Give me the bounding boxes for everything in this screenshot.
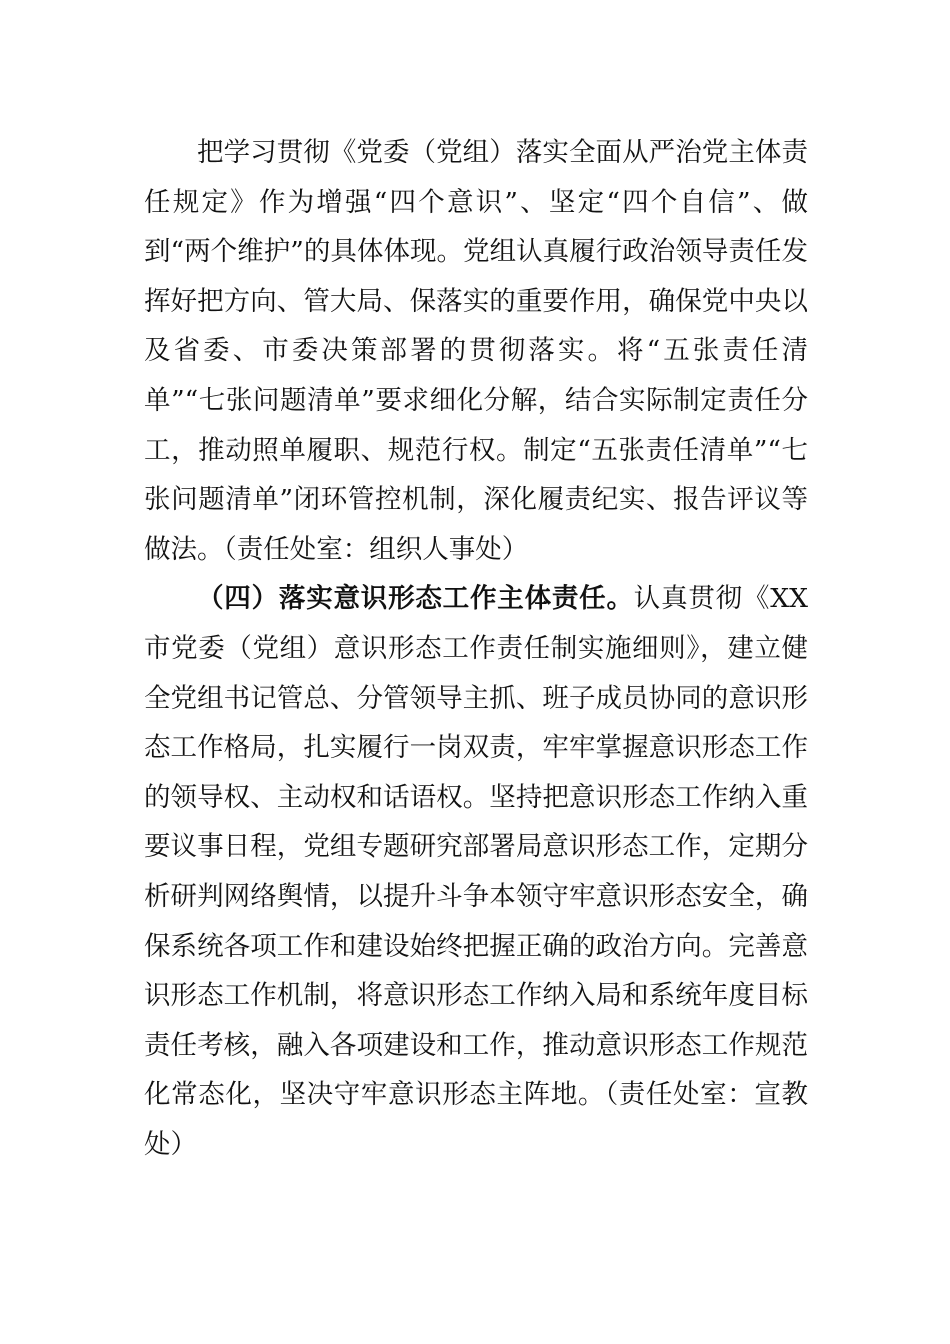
document-body (144, 128, 808, 1169)
paragraph-ideology-responsibility (144, 574, 808, 1169)
paragraph-2-text: 认真贯彻《XX市党委（党组）意识形态工作责任制实施细则》，建立健全党组书记管总、分管领导主抓、班子成员协同的意识形态工作格局，扎实履行一岗双责，牢牢掌握意识形态工作的领导权、主动权和话语权。坚持把意识形态工作纳入重要议事日程，党组专题研究部署局意识形态工作，定期分析研判网络舆情，以提升斗争本领守牢意识形态安全，确保系统各项工作和建设始终把握正确的政治方向。完善意识形态工作机制，将意识形态工作纳入局和系统年度目标责任考核，融入各项建设和工作，推动意识形态工作规范化常态化，坚决守牢意识形态主阵地。（责任处室：宣教处） (144, 583, 809, 1160)
paragraph-1-text: 把学习贯彻《党委（党组）落实全面从严治党主体责任规定》作为增强“四个意识”、坚定“四个自信”、做到“两个维护”的具体体现。党组认真履行政治领导责任发挥好把方向、管大局、保落实的重要作用，确保党中央以及省委、市委决策部署的贯彻落实。将“五张责任清单”“七张问题清单”要求细化分解，结合实际制定责任分工，推动照单履职、规范行权。制定“五张责任清单”“七张问题清单”闭环管控机制，深化履责纪实、报告评议等做法。（责任处室：组织人事处） (144, 137, 808, 565)
section-heading-4: （四）落实意识形态工作主体责任。 (197, 583, 634, 615)
paragraph-party-responsibility (144, 128, 808, 574)
